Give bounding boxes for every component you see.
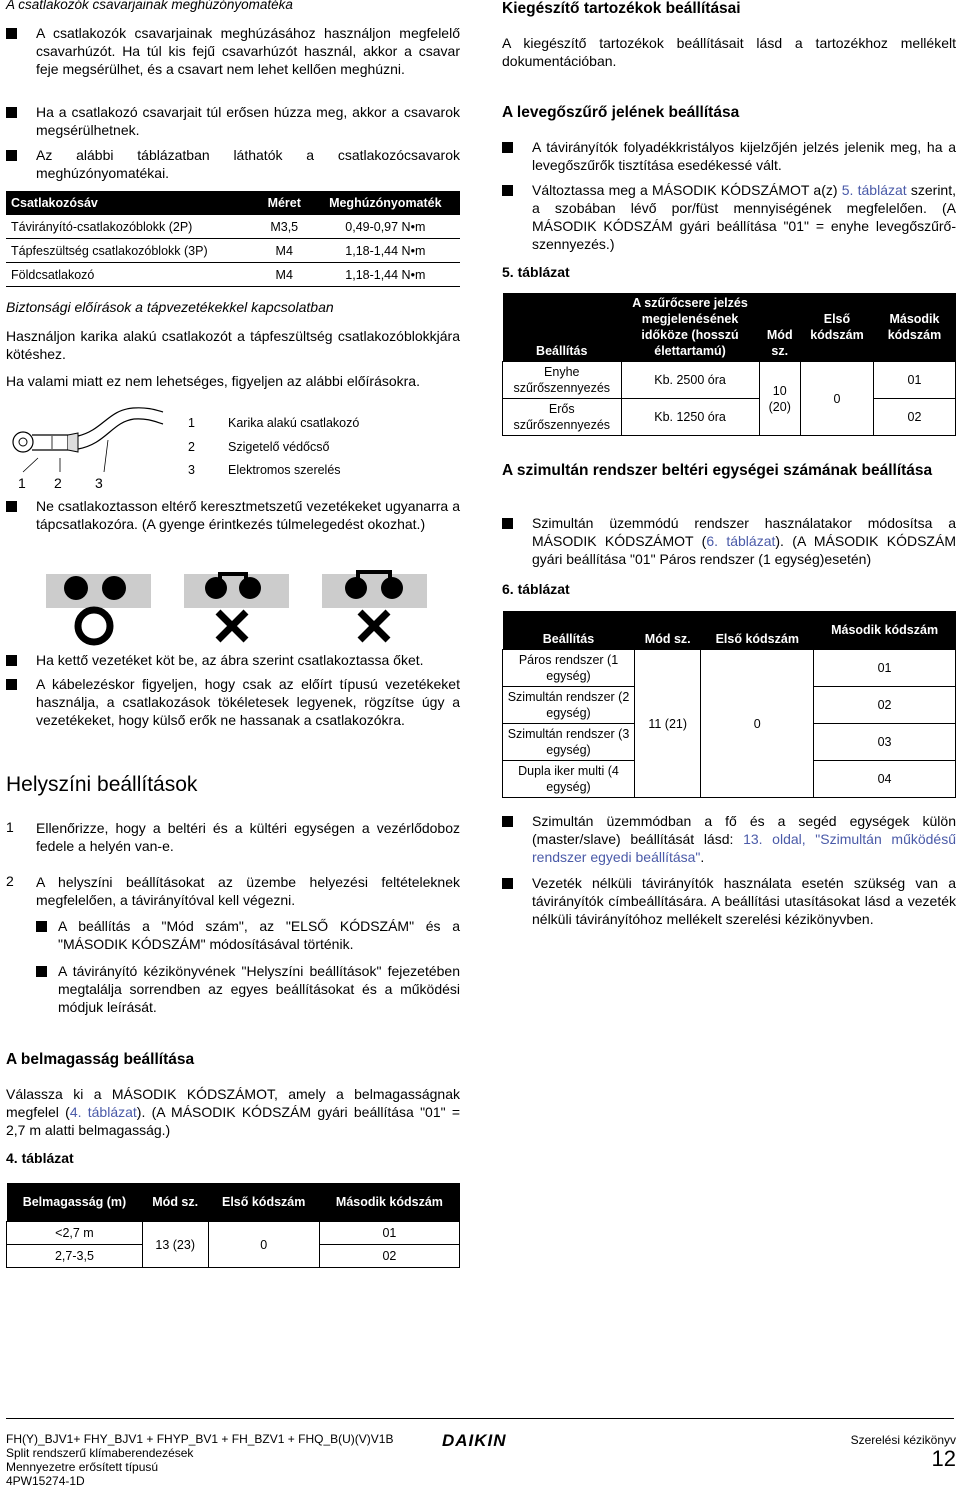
table-cell: 01 (814, 650, 956, 687)
sub-bullet-item (36, 917, 460, 955)
footer-rule (6, 1418, 954, 1419)
table-row (7, 1222, 460, 1245)
table-cell: M3,5 (258, 215, 311, 239)
simultaneous-heading: A szimultán rendszer beltéri egységei számának beállítása (502, 462, 933, 479)
table-cell: 1,18-1,44 N•m (311, 239, 460, 263)
bullet-text: Ha kettő vezetéket köt be, az ábra szerint csatlakoztassa őket. (36, 652, 424, 668)
col-header: Méret (258, 191, 311, 215)
table-cell: 1,18-1,44 N•m (311, 263, 460, 287)
table-5-label: 5. táblázat (502, 264, 570, 280)
wrong-connection-icon (322, 566, 427, 646)
col-header: Második kódszám (319, 1183, 459, 1222)
bullet-item (6, 24, 460, 94)
safety-paragraph: Ha valami miatt ez nem lehetséges, figyeljen az alábbi előírásokra. (6, 373, 420, 389)
col-header: Mód sz. (635, 611, 701, 650)
col-header: Beállítás (503, 611, 635, 650)
col-header: Második kódszám (873, 293, 955, 362)
table-cell: Földcsatlakozó (6, 263, 258, 287)
col-header: A szűrőcsere jelzés megjelenésének időköze (hosszú élettartamú) (621, 293, 759, 362)
figure-label: 1 (18, 475, 26, 491)
footer-line: Split rendszerű klímaberendezések (6, 1446, 194, 1460)
legend-item (188, 440, 330, 454)
bullet-item (6, 675, 460, 731)
table-row (503, 650, 956, 687)
step-number: 2 (6, 873, 14, 889)
legend-number: 1 (188, 416, 195, 430)
col-header: Második kódszám (814, 611, 956, 650)
bullet-item (502, 138, 956, 176)
page-number: 12 (931, 1446, 956, 1471)
table-cell: Dupla iker multi (4 egység) (503, 761, 635, 798)
simultaneous-table (502, 611, 956, 798)
table-cell: 01 (319, 1222, 459, 1245)
legend-item (188, 463, 341, 477)
table-cell: 11 (21) (635, 650, 701, 798)
table-cell: 2,7-3,5 (7, 1245, 143, 1268)
bullet-text: Vezeték nélküli távirányítók használata esetén szükség van a távirányítók címbeállítására. A beállítási utasításokat lásd a vezeték nélküli távirányítóhoz mellékelt szerelési kézikönyvben. (532, 875, 956, 927)
table-cell: <2,7 m (7, 1222, 143, 1245)
table-cell: 02 (319, 1245, 459, 1268)
table-cell: 0 (208, 1222, 319, 1268)
step-number: 1 (6, 819, 14, 835)
table-cell: Páros rendszer (1 egység) (503, 650, 635, 687)
table-cell: Szimultán rendszer (3 egység) (503, 724, 635, 761)
table-cell: Erős szűrőszennyezés (503, 399, 622, 436)
legend-text: Szigetelő védőcső (228, 440, 330, 454)
figure-label: 2 (54, 475, 62, 491)
bullet-marker (36, 921, 47, 932)
bullet-text (532, 514, 956, 568)
table-row (503, 399, 956, 436)
table-cell: 0 (800, 362, 873, 436)
col-header: Mód sz. (759, 293, 800, 362)
bullet-item (6, 103, 460, 139)
bullet-text (532, 181, 956, 253)
table-cell: 0 (701, 650, 814, 798)
bullet-text: A távirányító kézikönyvének "Helyszíni beállítások" fejezetében megtalálja sorrendben az egyes beállításokat és a működési módjuk leírását. (58, 963, 460, 1015)
bullet-text: A távirányítók folyadékkristályos kijelzőjén jelzés jelenik meg, ha a levegőszűrők tisztítása esedékessé vált. (532, 139, 956, 173)
text-span: Válassza ki a MÁSODIK KÓDSZÁMOT, amely a belmagasságnak megfelel ( (6, 1086, 460, 1120)
table-cell: Kb. 2500 óra (621, 362, 759, 399)
bullet-marker (6, 655, 17, 666)
footer-line: Mennyezetre erősített típusú (6, 1460, 159, 1474)
table-row (6, 215, 460, 239)
bullet-marker (36, 966, 47, 977)
table-cell: Tápfeszültség csatlakozóblokk (3P) (6, 239, 258, 263)
ceiling-heading: A belmagasság beállítása (6, 1051, 195, 1068)
table-4-label: 4. táblázat (6, 1150, 74, 1166)
torque-heading: A csatlakozók csavarjainak meghúzónyomatéka (6, 0, 293, 12)
bullet-marker (6, 107, 17, 118)
legend-number: 3 (188, 463, 195, 477)
table-6-link[interactable]: 6. táblázat (706, 533, 776, 549)
text-span: Változtassa meg a MÁSODIK KÓDSZÁMOT a(z) (532, 182, 842, 198)
bullet-text: Ne csatlakoztasson eltérő keresztmetszetű vezetékeket ugyanarra a tápcsatlakozóra. (A gyenge érintkezés túlmelegedést okozhat.) (36, 498, 460, 532)
filter-table (502, 293, 956, 436)
page-13-link[interactable]: 13. oldal, "Szimultán működésű rendszer egyedi beállítása" (532, 831, 956, 865)
safety-heading: Biztonsági előírások a tápvezetékekkel kapcsolatban (6, 299, 334, 315)
bullet-item (502, 812, 956, 868)
table-cell: 01 (873, 362, 955, 399)
table-cell: M4 (258, 239, 311, 263)
text-span: Szimultán üzemmódban a fő és a segéd egységek külön (master/slave) beállítását lásd: (532, 813, 956, 847)
footer-left (6, 1432, 393, 1488)
text-span: ). (A MÁSODIK KÓDSZÁM gyári beállítása "01" Páros rendszer (1 egység)esetén) (532, 533, 956, 567)
bullet-item (502, 874, 956, 930)
table-cell: 04 (814, 761, 956, 798)
legend-item (188, 416, 360, 430)
bullet-item (6, 497, 460, 551)
table-cell: M4 (258, 263, 311, 287)
col-header: Beállítás (503, 293, 622, 362)
table-cell: 0,49-0,97 N•m (311, 215, 460, 239)
bullet-marker (6, 150, 17, 161)
table-cell: Enyhe szűrőszennyezés (503, 362, 622, 399)
legend-text: Elektromos szerelés (228, 463, 341, 477)
col-header: Mód sz. (142, 1183, 208, 1222)
bullet-text: A beállítás a "Mód szám", az "ELSŐ KÓDSZÁM" és a "MÁSODIK KÓDSZÁM" módosításával történik. (58, 918, 460, 952)
brand-logo: DAIKIN (442, 1431, 507, 1450)
wrong-connection-icon (184, 566, 289, 646)
field-settings-heading: Helyszíni beállítások (6, 773, 198, 796)
bullet-marker (6, 679, 17, 690)
bullet-text: A csatlakozók csavarjainak meghúzásához használjon megfelelő csavarhúzót. Ha túl kis fejű csavarhúzót használ, akkor a csavar feje megsérülhet, és a csavart nem lehet kellően meghúzni. (36, 25, 460, 77)
bullet-text (532, 812, 956, 866)
step-text: A helyszíni beállításokat az üzembe helyezési feltételeknek megfelelően, a távirányítóval kell végezni. (36, 874, 460, 908)
ring-connector-figure (8, 400, 168, 475)
table-6-label: 6. táblázat (502, 581, 570, 597)
bullet-item (502, 514, 956, 570)
bullet-marker (502, 142, 513, 153)
legend-number: 2 (188, 440, 195, 454)
bullet-text: Ha a csatlakozó csavarjait túl erősen húzza meg, akkor a csavarok megsérülhetnek. (36, 104, 460, 138)
correct-connection-icon (46, 566, 151, 646)
col-header: Meghúzónyomaték (311, 191, 460, 215)
bullet-marker (502, 816, 513, 827)
table-cell: 13 (23) (142, 1222, 208, 1268)
safety-paragraph: Használjon karika alakú csatlakozót a tápfeszültség csatlakozóblokkjára kötéshez. (6, 328, 460, 362)
text-span: Szimultán üzemmódú rendszer használatakor módosítsa a MÁSODIK KÓDSZÁMOT ( (532, 515, 956, 549)
torque-table (6, 191, 460, 287)
footer-model: FH(Y)_BJV1+ FHY_BJV1 + FHYP_BV1 + FH_BZV1 + FHQ_B(U)(V)V1B (6, 1432, 394, 1446)
text-span: ). (A MÁSODIK KÓDSZÁM gyári beállítása "01" = 2,7 m alatti belmagasság.) (6, 1104, 460, 1138)
text-span: . (700, 849, 705, 865)
bullet-item (6, 146, 460, 182)
col-header: Csatlakozósáv (6, 191, 258, 215)
legend-text: Karika alakú csatlakozó (228, 416, 360, 430)
footer-line: 4PW15274-1D (6, 1474, 85, 1488)
table-row (503, 362, 956, 399)
col-header: Belmagasság (m) (7, 1183, 143, 1222)
bullet-marker (6, 501, 17, 512)
table-cell: 02 (814, 687, 956, 724)
table-row (6, 239, 460, 263)
table-cell: Távirányító-csatlakozóblokk (2P) (6, 215, 258, 239)
footer-manual: Szerelési kézikönyv (850, 1433, 956, 1447)
table-cell: Szimultán rendszer (2 egység) (503, 687, 635, 724)
col-header: Első kódszám (701, 611, 814, 650)
table-cell: 02 (873, 399, 955, 436)
step-item (6, 819, 460, 857)
table-5-link[interactable]: 5. táblázat (841, 182, 907, 198)
table-row (6, 263, 460, 287)
ceiling-paragraph (6, 1085, 460, 1139)
filter-heading: A levegőszűrő jelének beállítása (502, 104, 740, 121)
bullet-marker (502, 185, 513, 196)
accessory-paragraph: A kiegészítő tartozékok beállításait lásd a tartozékhoz mellékelt dokumentációban. (502, 35, 956, 69)
col-header: Első kódszám (800, 293, 873, 362)
table-4-link[interactable]: 4. táblázat (69, 1104, 137, 1120)
table-cell: Kb. 1250 óra (621, 399, 759, 436)
table-cell: 03 (814, 724, 956, 761)
bullet-text: A kábelezéskor figyeljen, hogy csak az előírt típusú vezetékeket használja, a csatlakozások tökéletesek legyenek, rögzítse úgy a vezetékeket, hogy külső erők ne hassanak a csatlakozókra. (36, 676, 460, 728)
bullet-text: Az alábbi táblázatban láthatók a csatlakozócsavarok meghúzónyomatékai. (36, 147, 460, 181)
bullet-item (502, 181, 956, 255)
table-cell: 10 (20) (759, 362, 800, 436)
text-span: szerint, a szobában lévő por/füst mennyiségének megfelelően. (A MÁSODIK KÓDSZÁM gyári beállítása "01" = enyhe levegőszűrő-szennyezés.) (532, 182, 956, 252)
bullet-marker (6, 28, 17, 39)
bullet-item (6, 651, 460, 671)
step-item (6, 873, 460, 911)
sub-bullet-item (36, 962, 460, 1018)
accessory-heading: Kiegészítő tartozékok beállításai (502, 0, 741, 17)
bullet-marker (502, 878, 513, 889)
col-header: Első kódszám (208, 1183, 319, 1222)
bullet-marker (502, 518, 513, 529)
step-text: Ellenőrizze, hogy a beltéri és a kültéri egységen a vezérlődoboz fedele a helyén van-e. (36, 820, 460, 854)
ceiling-table (6, 1183, 460, 1268)
figure-label: 3 (95, 475, 103, 491)
